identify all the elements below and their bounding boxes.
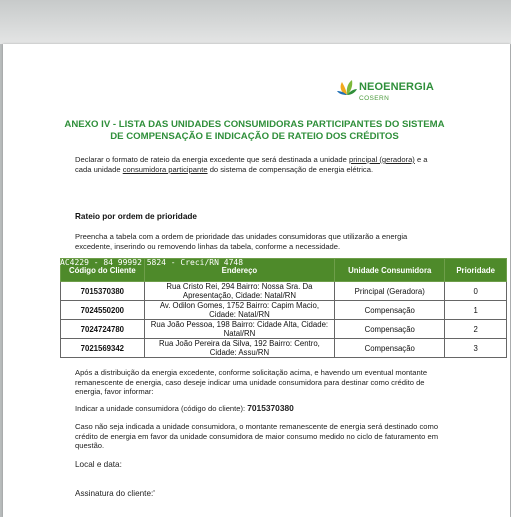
cell-unit: Compensação [335, 301, 445, 320]
cell-priority: 1 [445, 301, 507, 320]
principal-link: principal (geradora) [348, 155, 415, 164]
fallback-paragraph: Caso não seja indicada a unidade consumidora, o montante remanescente de energia será destinado como crédito de energia em favor da unidade consumidora de maior consumo medido no ciclo de faturamento em questão. [75, 422, 439, 451]
table-row [61, 339, 507, 358]
cell-address: Rua Cristo Rei, 294 Bairro: Nossa Sra. Da Apresentação, Cidade: Natal/RN [144, 282, 335, 301]
cell-address: Rua João Pessoa, 198 Bairro: Cidade Alta, Cidade: Natal/RN [144, 320, 335, 339]
section-heading: Rateio por ordem de prioridade [75, 212, 197, 221]
viewer-top-bar [0, 0, 511, 44]
cell-priority: 2 [445, 320, 507, 339]
header-client-code: Código do Cliente [61, 259, 145, 282]
priority-table [60, 258, 507, 358]
watermark-text: AC4229 - 84 99992 5824 - Creci/RN 4748 [60, 258, 244, 267]
indicated-client-code: 7015370380 [247, 403, 294, 413]
participant-link: consumidora participante [122, 164, 208, 174]
instructions-paragraph: Preencha a tabela com a ordem de prioridade das unidades consumidoras que utilizarão a energia excedente, inserindo ou removendo linhas da tabela, conforme a necessidade. [75, 232, 408, 251]
indicate-label: Indicar a unidade consumidora (código do cliente): [75, 404, 248, 413]
cell-client-code: 7015370380 [61, 282, 145, 301]
intro-text-1: Declarar o formato de rateio da energia excedente que será destinada a unidade [75, 155, 349, 164]
cell-client-code: 7024724780 [61, 320, 145, 339]
cell-client-code: 7024550200 [61, 301, 145, 320]
intro-text-2: e a cada unidade [75, 155, 428, 174]
leaf-logo-icon [337, 79, 357, 97]
document-page [3, 44, 510, 517]
cell-client-code: 7021569342 [61, 339, 145, 358]
cell-priority: 0 [445, 282, 507, 301]
cell-priority: 3 [445, 339, 507, 358]
cell-address: Av. Odilon Gomes, 1752 Bairro: Capim Macio, Cidade: Natal/RN [144, 301, 335, 320]
logo-name: NEOENERGIA [359, 81, 434, 93]
logo-subtitle: COSERN [359, 95, 390, 102]
intro-text-3: do sistema de compensação de energia elétrica. [207, 164, 374, 174]
after-distribution-paragraph: Após a distribuição da energia excedente, conforme solicitação acima, e havendo um eventual montante remanescente de energia, caso deseje indicar uma unidade consumidora para destinar como crédito de energia, favor informar: [75, 368, 428, 397]
table-row [61, 282, 507, 301]
cell-unit: Compensação [335, 339, 445, 358]
neoenergia-logo [337, 79, 457, 109]
header-unit: Unidade Consumidora [335, 259, 445, 282]
header-priority: Prioridade [445, 259, 507, 282]
header-address: Endereço [144, 259, 335, 282]
cell-unit: Compensação [335, 320, 445, 339]
table-row [61, 320, 507, 339]
document-title: ANEXO IV - LISTA DAS UNIDADES CONSUMIDORAS PARTICIPANTES DO SISTEMA DE COMPENSAÇÃO E INDICAÇÃO DE RATEIO DOS CRÉDITOS [64, 119, 445, 142]
signature-label: Assinatura do cliente:' [75, 489, 155, 498]
indicate-unit-line [75, 404, 440, 414]
intro-paragraph [75, 155, 440, 174]
cell-unit: Principal (Geradora) [335, 282, 445, 301]
table-row [61, 301, 507, 320]
cell-address: Rua João Pereira da Silva, 192 Bairro: Centro, Cidade: Assu/RN [144, 339, 335, 358]
local-date-label: Local e data: [75, 460, 122, 469]
